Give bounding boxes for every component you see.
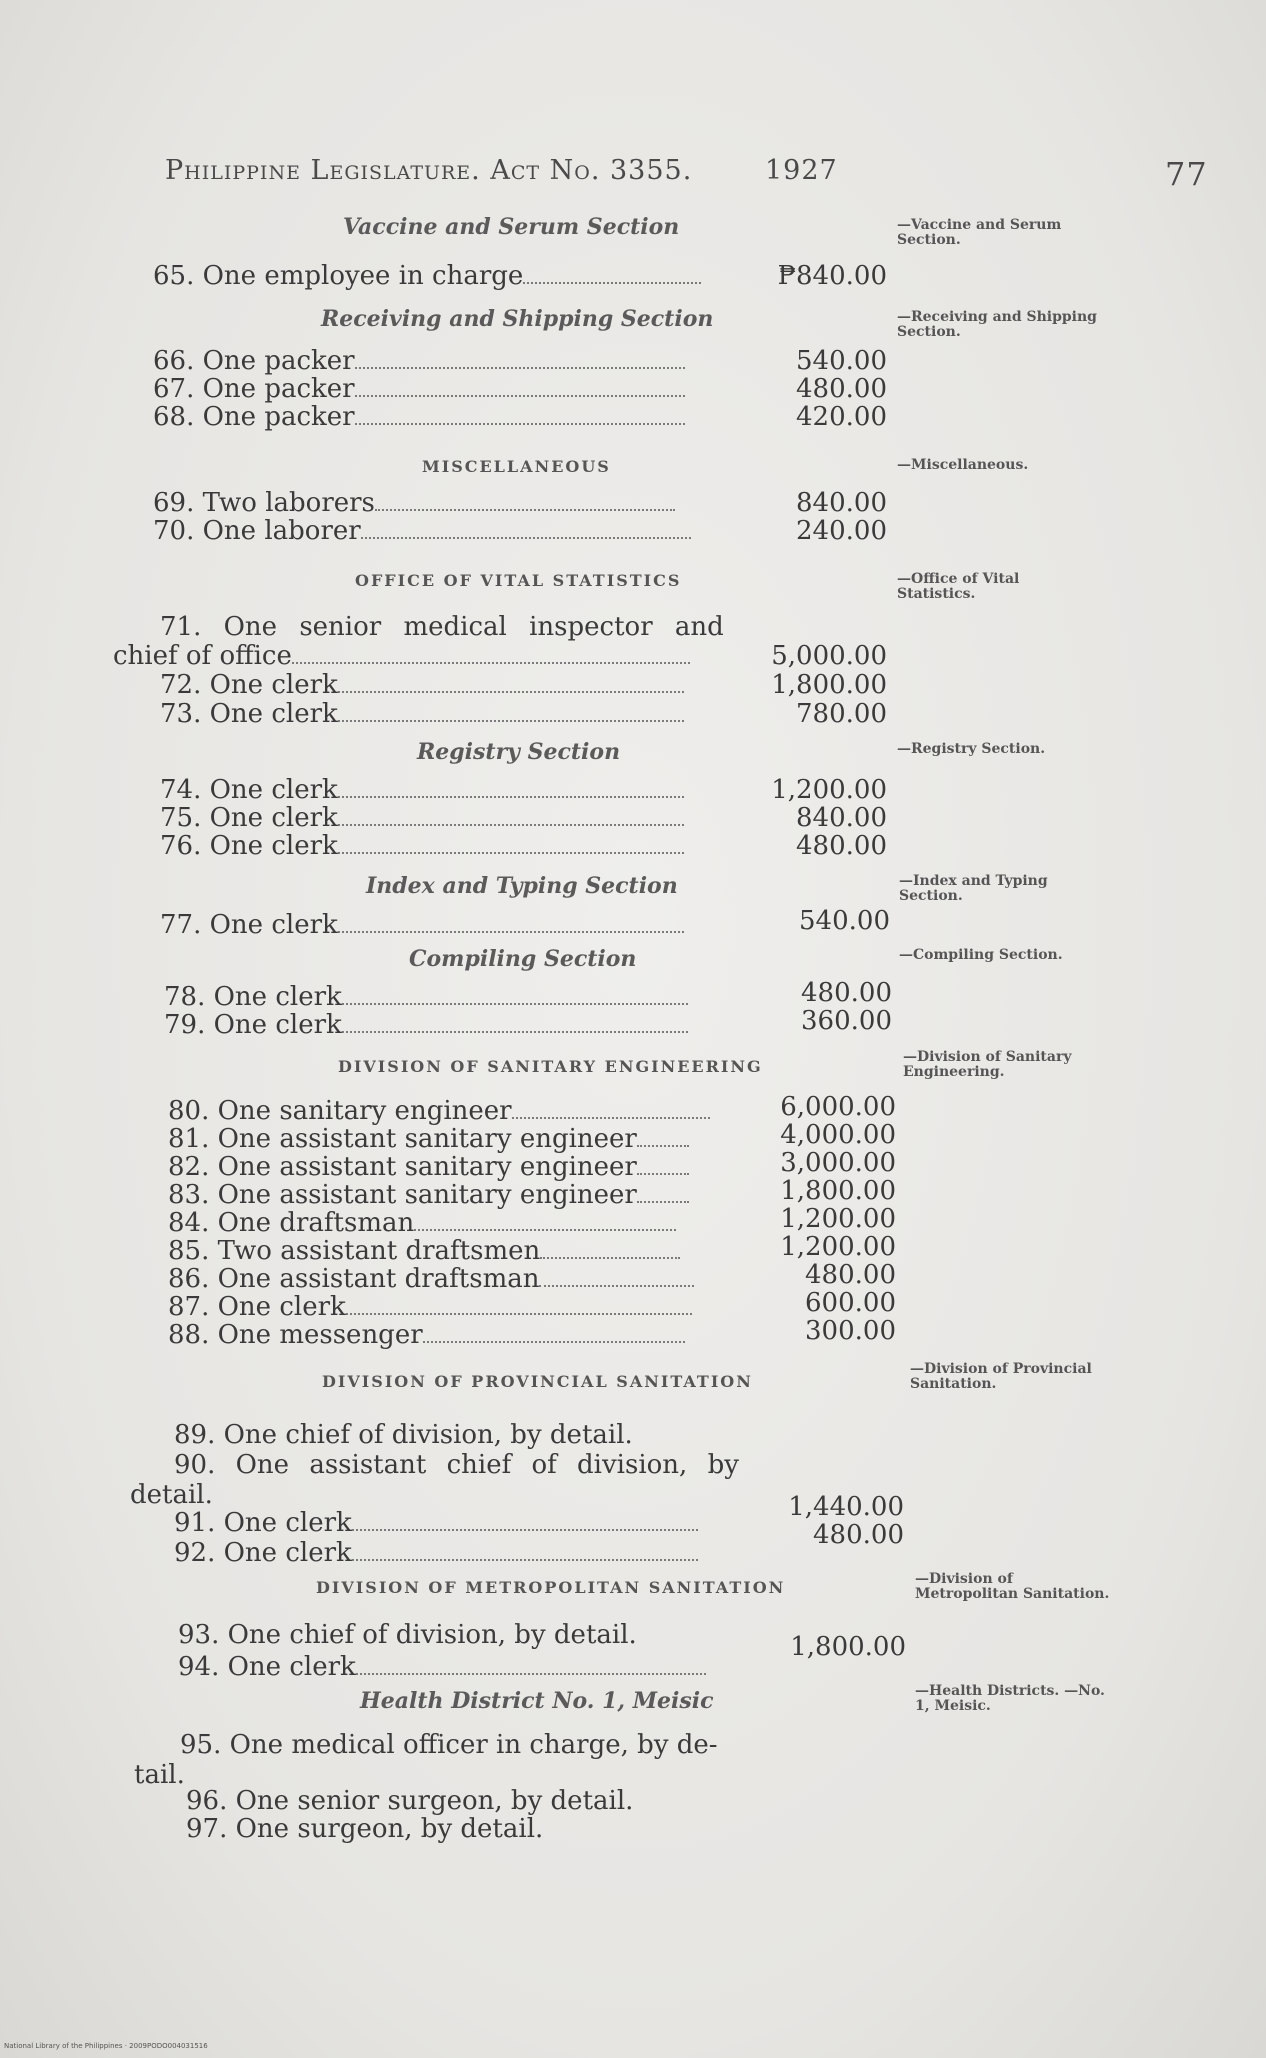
- item-text: 87. One clerk: [168, 1292, 346, 1322]
- line-item: [160, 910, 684, 940]
- margin-note: —Compiling Section.: [899, 947, 1063, 963]
- line-item: [160, 831, 684, 861]
- margin-note: —Receiving and Shipping Section.: [897, 309, 1097, 340]
- margin-note: —Office of Vital Statistics.: [897, 571, 1020, 602]
- item-amount: 300.00: [805, 1316, 896, 1346]
- leader-dots: [338, 824, 684, 826]
- item-text: 68. One packer: [153, 402, 355, 432]
- item-text: 76. One clerk: [160, 831, 338, 861]
- leader-dots: [342, 1031, 688, 1033]
- item-text: 83. One assistant sanitary engineer: [168, 1180, 637, 1210]
- line-item: [160, 803, 684, 833]
- leader-dots: [338, 931, 684, 933]
- item-amount: 5,000.00: [771, 641, 887, 671]
- item-text: 67. One packer: [153, 374, 355, 404]
- leader-dots: [346, 1313, 692, 1315]
- section-heading: Vaccine and Serum Section: [343, 214, 680, 240]
- line-item: detail.: [130, 1480, 213, 1510]
- line-item: tail.: [134, 1760, 185, 1790]
- item-text: 74. One clerk: [160, 775, 338, 805]
- line-item: 71. One senior medical inspector and: [160, 612, 724, 642]
- line-item: [168, 1096, 710, 1126]
- item-amount: 480.00: [813, 1520, 904, 1550]
- header-title: Philippine Legislature. Act No. 3355.: [165, 155, 693, 186]
- margin-note: —Health Districts. —No. 1, Meisic.: [915, 1683, 1105, 1714]
- section-heading: OFFICE OF VITAL STATISTICS: [355, 571, 682, 590]
- item-text: 66. One packer: [153, 346, 355, 376]
- item-amount: 480.00: [801, 978, 892, 1008]
- item-text: 77. One clerk: [160, 910, 338, 940]
- line-item: [153, 261, 701, 291]
- item-amount: 540.00: [799, 906, 890, 936]
- line-item: [168, 1180, 689, 1210]
- line-item: [168, 1292, 692, 1322]
- line-item: [168, 1208, 676, 1238]
- leader-dots: [375, 509, 675, 511]
- item-amount: 780.00: [796, 699, 887, 729]
- item-text: 73. One clerk: [160, 699, 338, 729]
- item-amount: 480.00: [796, 374, 887, 404]
- item-amount: 4,000.00: [780, 1120, 896, 1150]
- item-amount: 1,800.00: [780, 1176, 896, 1206]
- item-amount: 1,800.00: [771, 670, 887, 700]
- line-item: [178, 1652, 706, 1682]
- item-amount: 3,000.00: [780, 1148, 896, 1178]
- item-text: 79. One clerk: [164, 1010, 342, 1040]
- line-item: [164, 1010, 688, 1040]
- line-item: [160, 775, 684, 805]
- item-text: 88. One messenger: [168, 1320, 423, 1350]
- section-heading: DIVISION OF SANITARY ENGINEERING: [338, 1057, 763, 1076]
- item-amount: 1,200.00: [780, 1204, 896, 1234]
- margin-note: —Division of Sanitary Engineering.: [903, 1049, 1072, 1080]
- leader-dots: [637, 1145, 689, 1147]
- item-amount: 6,000.00: [780, 1092, 896, 1122]
- item-text: 86. One assistant draftsman: [168, 1264, 540, 1294]
- leader-dots: [637, 1201, 689, 1203]
- margin-note: —Registry Section.: [897, 741, 1046, 757]
- line-item: 95. One medical officer in charge, by de-: [180, 1730, 718, 1760]
- item-text: 92. One clerk: [174, 1538, 352, 1568]
- item-text: 72. One clerk: [160, 670, 338, 700]
- section-heading: Receiving and Shipping Section: [321, 306, 714, 332]
- section-heading: Registry Section: [417, 739, 621, 765]
- item-text: 82. One assistant sanitary engineer: [168, 1152, 637, 1182]
- leader-dots: [512, 1117, 710, 1119]
- margin-note: —Vaccine and Serum Section.: [897, 217, 1062, 248]
- line-item: [168, 1320, 685, 1350]
- line-item: 96. One senior surgeon, by detail.: [186, 1786, 634, 1816]
- leader-dots: [355, 423, 685, 425]
- leader-dots: [539, 1285, 694, 1287]
- leader-dots: [423, 1341, 685, 1343]
- item-amount: 840.00: [796, 488, 887, 518]
- item-text: 91. One clerk: [174, 1508, 352, 1538]
- page-number: 77: [1165, 155, 1208, 193]
- leader-dots: [352, 1559, 698, 1561]
- item-text: chief of office: [113, 641, 292, 671]
- line-item: [174, 1538, 698, 1568]
- leader-dots: [414, 1229, 676, 1231]
- leader-dots: [342, 1003, 688, 1005]
- section-heading: DIVISION OF METROPOLITAN SANITATION: [316, 1578, 786, 1597]
- leader-dots: [338, 691, 684, 693]
- margin-note: —Division of Metropolitan Sanitation.: [915, 1571, 1110, 1602]
- leader-dots: [355, 395, 685, 397]
- section-heading: Health District No. 1, Meisic: [360, 1688, 714, 1714]
- leader-dots: [356, 1673, 706, 1675]
- margin-note: —Index and Typing Section.: [899, 873, 1048, 904]
- line-item: [168, 1152, 689, 1182]
- item-text: 85. Two assistant draftsmen: [168, 1236, 541, 1266]
- item-amount: ₱840.00: [777, 261, 887, 291]
- line-item: [168, 1264, 694, 1294]
- line-item: [153, 374, 685, 404]
- line-item: [168, 1236, 680, 1266]
- section-heading: DIVISION OF PROVINCIAL SANITATION: [322, 1372, 753, 1391]
- line-item: [153, 516, 691, 546]
- item-amount: 1,200.00: [771, 775, 887, 805]
- leader-dots: [338, 796, 684, 798]
- item-text: 78. One clerk: [164, 982, 342, 1012]
- section-heading: Compiling Section: [409, 946, 637, 972]
- line-item: [113, 641, 690, 671]
- section-heading: Index and Typing Section: [366, 873, 678, 899]
- item-text: 69. Two laborers: [153, 488, 375, 518]
- leader-dots: [361, 537, 691, 539]
- item-amount: 840.00: [796, 803, 887, 833]
- item-amount: 540.00: [796, 346, 887, 376]
- line-item: [153, 488, 675, 518]
- item-amount: 1,200.00: [780, 1232, 896, 1262]
- leader-dots: [637, 1173, 689, 1175]
- footer-credit: National Library of the Philippines · 2009PODO004031516: [4, 2042, 208, 2050]
- leader-dots: [292, 662, 690, 664]
- line-item: [153, 346, 685, 376]
- line-item: 93. One chief of division, by detail.: [178, 1620, 637, 1650]
- line-item: [160, 670, 684, 700]
- leader-dots: [540, 1257, 680, 1259]
- header-year: 1927: [765, 155, 838, 186]
- line-item: 89. One chief of division, by detail.: [174, 1420, 633, 1450]
- line-item: 97. One surgeon, by detail.: [186, 1814, 544, 1844]
- leader-dots: [523, 282, 701, 284]
- item-text: 81. One assistant sanitary engineer: [168, 1124, 637, 1154]
- item-amount: 1,440.00: [788, 1492, 904, 1522]
- item-amount: 420.00: [796, 402, 887, 432]
- line-item: [168, 1124, 689, 1154]
- item-amount: 600.00: [805, 1288, 896, 1318]
- line-item: 90. One assistant chief of division, by: [174, 1450, 739, 1480]
- line-item: [153, 402, 685, 432]
- item-text: 65. One employee in charge: [153, 261, 524, 291]
- leader-dots: [338, 852, 684, 854]
- item-amount: 240.00: [796, 516, 887, 546]
- margin-note: —Miscellaneous.: [897, 457, 1029, 473]
- line-item: [174, 1508, 698, 1538]
- item-amount: 1,800.00: [790, 1632, 906, 1662]
- leader-dots: [352, 1529, 698, 1531]
- margin-note: —Division of Provincial Sanitation.: [910, 1361, 1092, 1392]
- item-text: 84. One draftsman: [168, 1208, 415, 1238]
- section-heading: MISCELLANEOUS: [422, 457, 611, 476]
- leader-dots: [338, 720, 684, 722]
- item-text: 70. One laborer: [153, 516, 361, 546]
- item-amount: 360.00: [801, 1006, 892, 1036]
- line-item: [160, 699, 684, 729]
- item-text: 94. One clerk: [178, 1652, 356, 1682]
- item-text: 80. One sanitary engineer: [168, 1096, 512, 1126]
- item-text: 75. One clerk: [160, 803, 338, 833]
- item-amount: 480.00: [805, 1260, 896, 1290]
- line-item: [164, 982, 688, 1012]
- item-amount: 480.00: [796, 831, 887, 861]
- leader-dots: [355, 367, 685, 369]
